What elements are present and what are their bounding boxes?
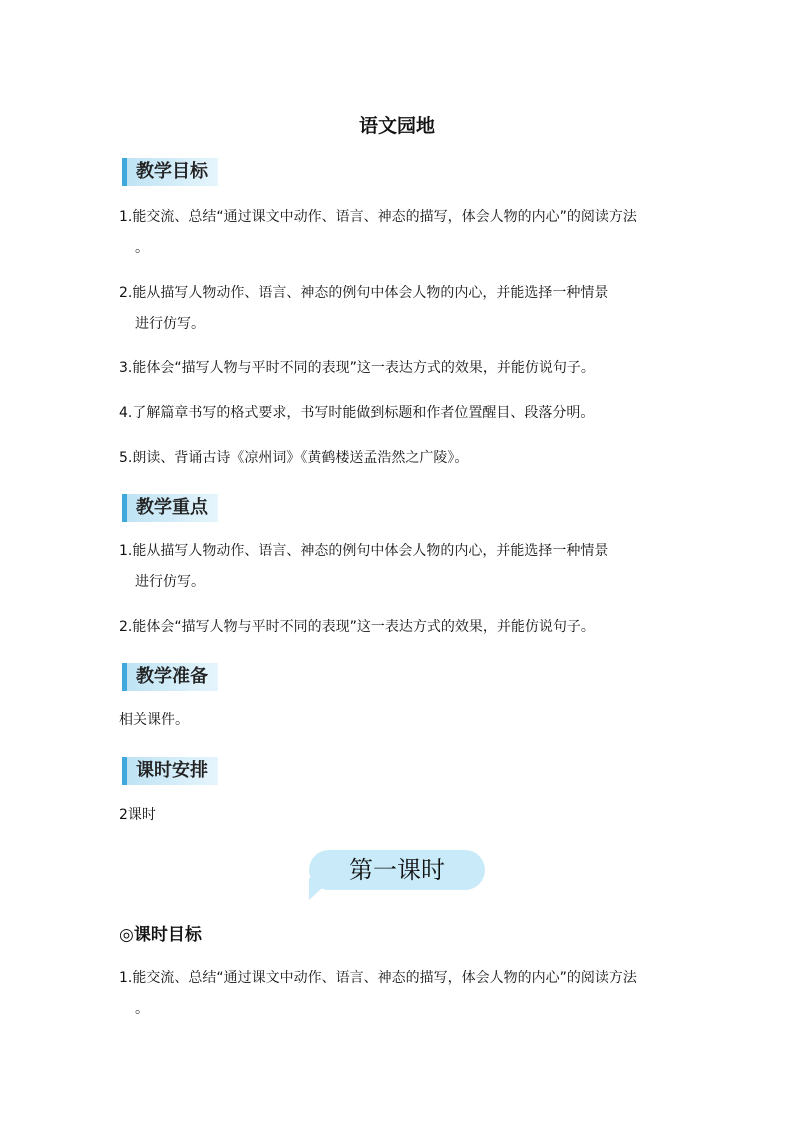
page-title: 语文园地 [358, 115, 435, 137]
section-header-key-points [122, 494, 218, 522]
lesson-goals-title: ◎课时目标 [119, 925, 202, 945]
section-header-schedule [122, 757, 218, 785]
goal-item-4: 4.了解篇章书写的格式要求，书写时能做到标题和作者位置醒目、段落分明。 [119, 405, 595, 421]
schedule-text: 2课时 [119, 807, 156, 823]
section-heading: 教学准备 [127, 663, 218, 691]
key-point-item-2: 2.能体会“描写人物与平时不同的表现”这一表达方式的效果，并能仿说句子。 [119, 619, 595, 635]
section-heading: 课时安排 [127, 757, 218, 785]
key-point-item-1: 1.能从描写人物动作、语言、神态的例句中体会人物的内心，并能选择一种情景 进行仿写。 [119, 543, 609, 590]
section-heading: 教学目标 [127, 158, 218, 186]
goal-item-5: 5.朗读、背诵古诗《凉州词》《黄鹤楼送孟浩然之广陵》。 [119, 450, 469, 466]
section-header-goals [122, 158, 218, 186]
lesson-bubble: 第一课时 [309, 850, 485, 890]
goal-item-1: 1.能交流、总结“通过课文中动作、语言、神态的描写，体会人物的内心”的阅读方法 。 [119, 209, 637, 256]
goal-item-2: 2.能从描写人物动作、语言、神态的例句中体会人物的内心，并能选择一种情景 进行仿写。 [119, 285, 609, 332]
section-heading: 教学重点 [127, 494, 218, 522]
goal-item-3: 3.能体会“描写人物与平时不同的表现”这一表达方式的效果，并能仿说句子。 [119, 360, 595, 376]
section-header-preparation [122, 663, 218, 691]
lesson-goal-item-1: 1.能交流、总结“通过课文中动作、语言、神态的描写，体会人物的内心”的阅读方法 。 [119, 970, 637, 1017]
preparation-text: 相关课件。 [119, 712, 189, 728]
